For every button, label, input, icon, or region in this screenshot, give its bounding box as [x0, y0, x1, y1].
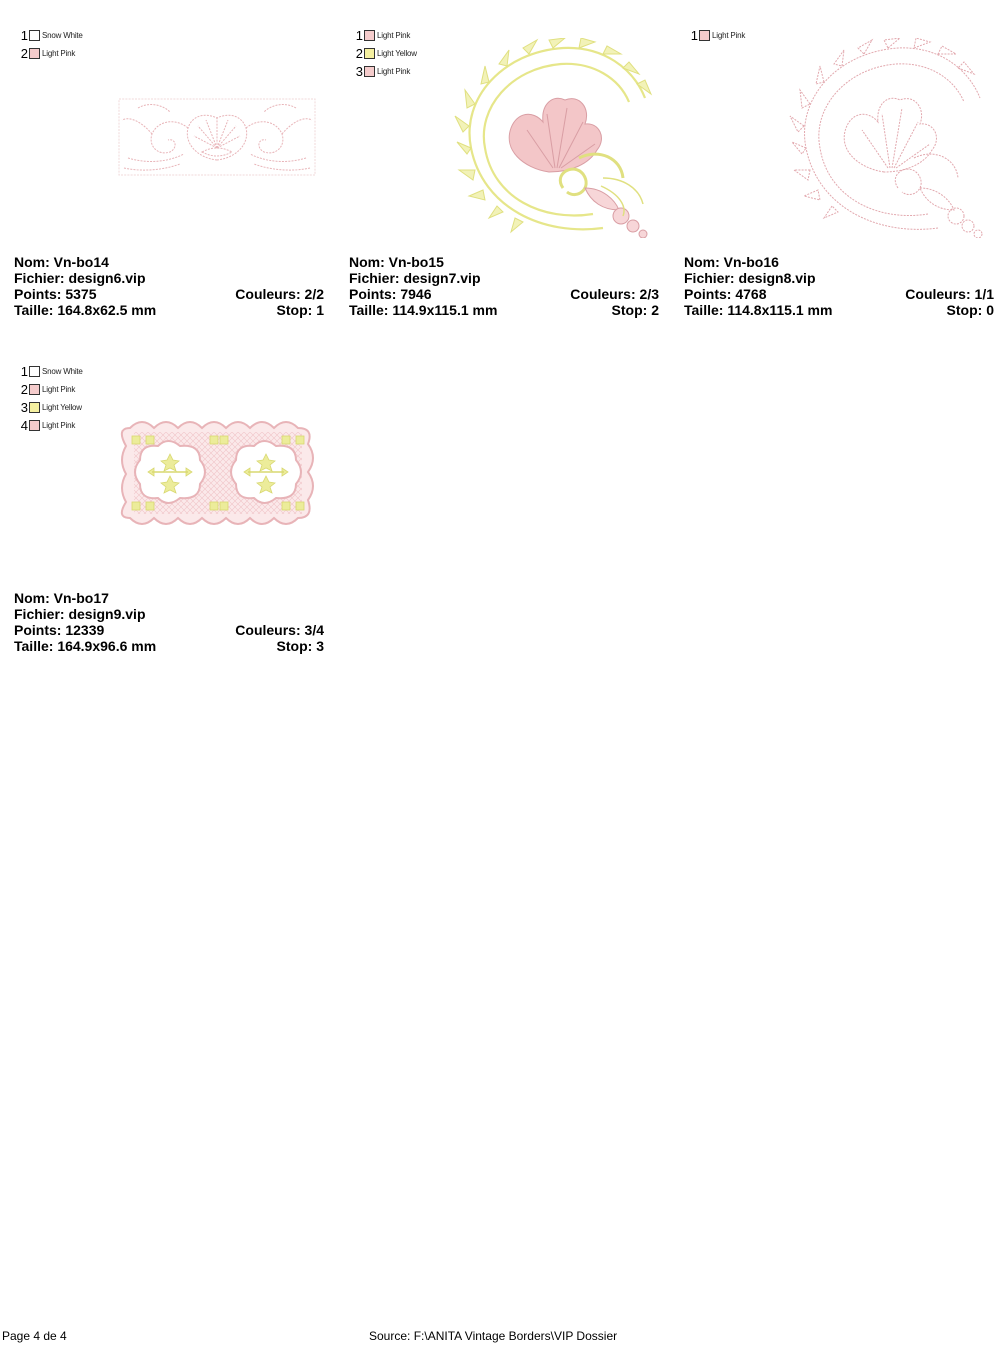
color-swatch — [699, 30, 710, 41]
nom-field: Nom: Vn-bo15 — [349, 254, 444, 270]
palette-entry — [353, 44, 417, 62]
color-swatch — [364, 66, 375, 77]
design-card-vn-bo15 — [349, 26, 669, 336]
fichier-field: Fichier: design7.vip — [349, 270, 481, 286]
palette-number: 2 — [355, 45, 363, 61]
palette-color-name: Light Pink — [377, 66, 411, 76]
palette-color-name: Light Pink — [712, 30, 746, 40]
color-swatch — [29, 420, 40, 431]
palette-entry — [18, 416, 83, 434]
palette-number: 1 — [20, 27, 28, 43]
palette-number: 3 — [20, 399, 28, 415]
nom-field: Nom: Vn-bo17 — [14, 590, 109, 606]
fichier-field: Fichier: design6.vip — [14, 270, 146, 286]
taille-field: Taille: 164.9x96.6 mm — [14, 638, 157, 654]
design-info — [349, 254, 659, 318]
source-path: Source: F:\ANITA Vintage Borders\VIP Dossier — [369, 1329, 618, 1343]
points-field: Points: 4768 — [684, 286, 767, 302]
palette-color-name: Light Pink — [377, 30, 411, 40]
stop-field: Stop: 0 — [946, 302, 994, 318]
palette-entry — [18, 26, 83, 44]
design-info — [14, 254, 324, 318]
color-swatch — [29, 48, 40, 59]
palette-color-name: Snow White — [42, 30, 83, 40]
palette-color-name: Light Pink — [42, 48, 76, 58]
palette-entry — [18, 362, 83, 380]
embroidery-preview-wreath-outline — [788, 38, 988, 238]
color-palette — [18, 26, 83, 62]
color-swatch — [29, 366, 40, 377]
taille-field: Taille: 164.8x62.5 mm — [14, 302, 157, 318]
design-info — [684, 254, 994, 318]
points-field: Points: 5375 — [14, 286, 97, 302]
color-swatch — [29, 402, 40, 413]
stop-field: Stop: 3 — [276, 638, 324, 654]
palette-entry — [18, 44, 83, 62]
fichier-field: Fichier: design9.vip — [14, 606, 146, 622]
couleurs-field: Couleurs: 2/3 — [570, 286, 659, 302]
design-card-vn-bo16 — [684, 26, 1004, 336]
palette-number: 1 — [690, 27, 698, 43]
taille-field: Taille: 114.9x115.1 mm — [349, 302, 498, 318]
embroidery-preview-wreath — [453, 38, 653, 238]
color-palette — [353, 26, 417, 80]
couleurs-field: Couleurs: 1/1 — [905, 286, 994, 302]
palette-entry — [353, 26, 417, 44]
design-card-vn-bo14 — [14, 26, 334, 336]
palette-number: 3 — [355, 63, 363, 79]
stop-field: Stop: 2 — [611, 302, 659, 318]
palette-color-name: Light Pink — [42, 384, 76, 394]
design-info — [14, 590, 324, 654]
fichier-field: Fichier: design8.vip — [684, 270, 816, 286]
embroidery-preview-border — [118, 98, 316, 176]
palette-color-name: Light Pink — [42, 420, 76, 430]
color-swatch — [364, 48, 375, 59]
palette-entry — [353, 62, 417, 80]
color-palette — [18, 362, 83, 434]
palette-color-name: Light Yellow — [42, 402, 82, 412]
palette-entry — [688, 26, 745, 44]
points-field: Points: 12339 — [14, 622, 105, 638]
color-palette — [688, 26, 745, 44]
palette-entry — [18, 380, 83, 398]
couleurs-field: Couleurs: 3/4 — [235, 622, 324, 638]
points-field: Points: 7946 — [349, 286, 432, 302]
couleurs-field: Couleurs: 2/2 — [235, 286, 324, 302]
palette-number: 2 — [20, 381, 28, 397]
nom-field: Nom: Vn-bo14 — [14, 254, 109, 270]
palette-color-name: Light Yellow — [377, 48, 417, 58]
palette-number: 4 — [20, 417, 28, 433]
color-swatch — [29, 30, 40, 41]
palette-number: 1 — [355, 27, 363, 43]
palette-entry — [18, 398, 83, 416]
color-swatch — [364, 30, 375, 41]
taille-field: Taille: 114.8x115.1 mm — [684, 302, 833, 318]
embroidery-preview-lace-panel — [118, 414, 318, 532]
page-number: Page 4 de 4 — [2, 1329, 67, 1343]
color-swatch — [29, 384, 40, 395]
palette-number: 2 — [20, 45, 28, 61]
stop-field: Stop: 1 — [276, 302, 324, 318]
palette-color-name: Snow White — [42, 366, 83, 376]
nom-field: Nom: Vn-bo16 — [684, 254, 779, 270]
palette-number: 1 — [20, 363, 28, 379]
design-card-vn-bo17 — [14, 362, 334, 672]
